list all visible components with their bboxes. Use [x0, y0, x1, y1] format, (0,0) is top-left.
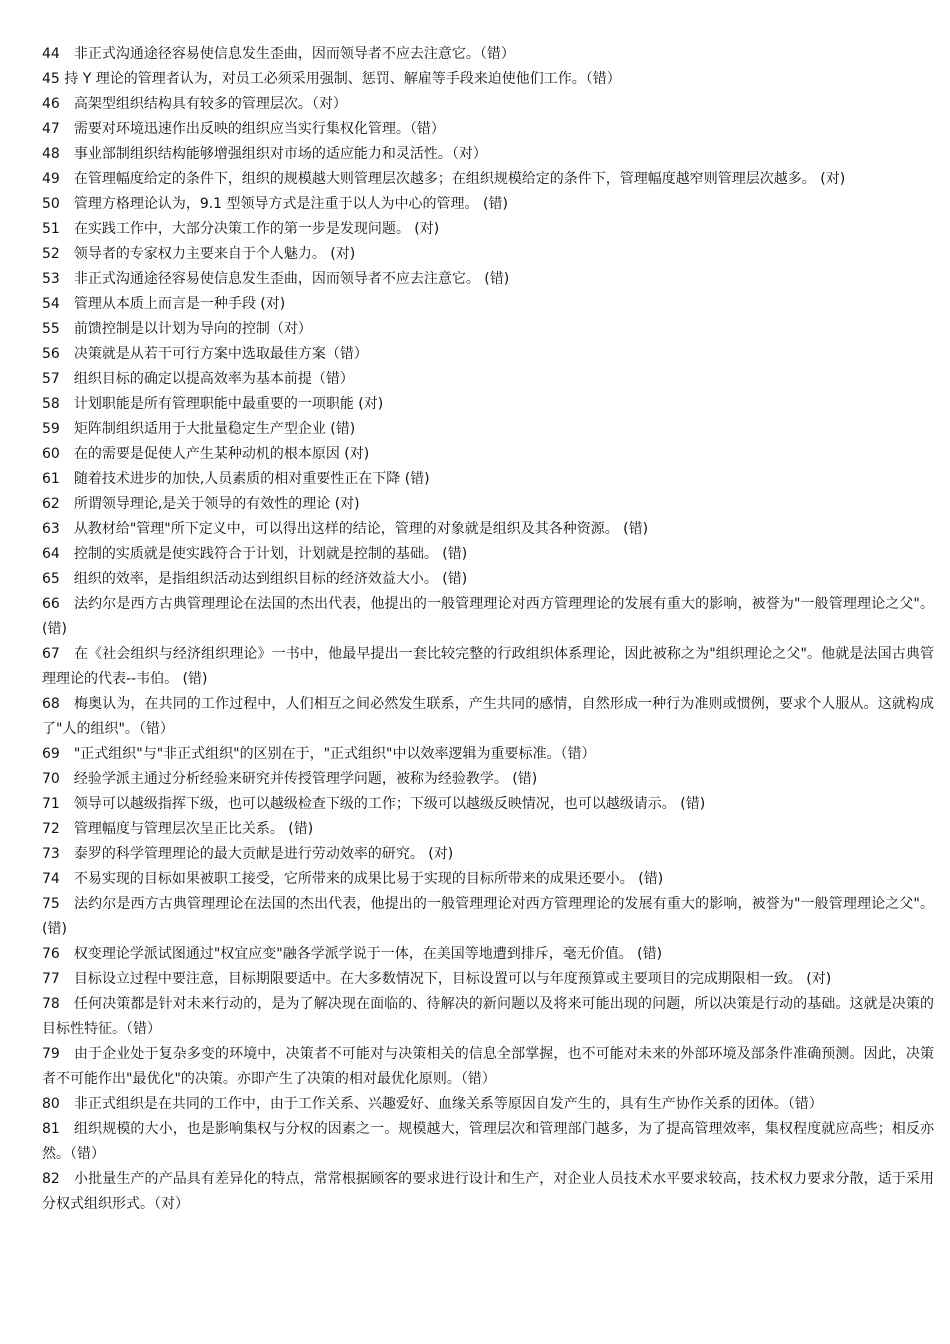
list-item: 67 在《社会组织与经济组织理论》一书中，他最早提出一套比较完整的行政组织体系理论，因此被称之为"组织理论之父"。他就是法国古典管理理论的代表--韦伯。 (错) [42, 646, 934, 687]
list-item: 69 "正式组织"与"非正式组织"的区别在于，"正式组织"中以效率逻辑为重要标准。（错） [42, 746, 596, 762]
list-item: 66 法约尔是西方古典管理理论在法国的杰出代表，他提出的一般管理理论对西方管理理论的发展有重大的影响，被誉为"一般管理理论之父"。 (错) [42, 596, 934, 637]
list-item: 68 梅奥认为，在共同的工作过程中，人们相互之间必然发生联系，产生共同的感情，自然形成一种行为准则或惯例，要求个人服从。这就构成了"人的组织"。（错） [42, 696, 934, 737]
list-item: 57 组织目标的确定以提高效率为基本前提（错） [42, 371, 354, 387]
list-item: 48 事业部制组织结构能够增强组织对市场的适应能力和灵活性。（对） [42, 146, 487, 162]
document-page [42, 42, 934, 1217]
list-item: 78 任何决策都是针对未来行动的，是为了解决现在面临的、待解决的新问题以及将来可能出现的问题，所以决策是行动的基础。这就是决策的目标性特征。（错） [42, 996, 934, 1037]
list-item: 60 在的需要是促使人产生某种动机的根本原因 (对) [42, 446, 370, 462]
list-item: 49 在管理幅度给定的条件下，组织的规模越大则管理层次越多；在组织规模给定的条件下，管理幅度越窄则管理层次越多。 (对) [42, 171, 846, 187]
list-item: 76 权变理论学派试图通过"权宜应变"融各学派学说于一体，在美国等地遭到排斥，毫无价值。 (错) [42, 946, 663, 962]
list-item: 79 由于企业处于复杂多变的环境中，决策者不可能对与决策相关的信息全部掌握，也不可能对未来的外部环境及部条件准确预测。因此，决策者不可能作出"最优化"的决策。亦即产生了决策的相对最优化原则。（错） [42, 1046, 934, 1087]
list-item: 59 矩阵制组织适用于大批量稳定生产型企业 (错) [42, 421, 356, 437]
list-item: 74 不易实现的目标如果被职工接受，它所带来的成果比易于实现的目标所带来的成果还要小。 (错) [42, 871, 664, 887]
list-item: 50 管理方格理论认为，9.1 型领导方式是注重于以人为中心的管理。 (错) [42, 196, 508, 212]
list-item: 82 小批量生产的产品具有差异化的特点，常常根据顾客的要求进行设计和生产，对企业人员技术水平要求较高，技术权力要求分散，适于采用分权式组织形式。（对） [42, 1171, 934, 1212]
list-item: 52 领导者的专家权力主要来自于个人魅力。 (对) [42, 246, 356, 262]
list-item: 54 管理从本质上而言是一种手段 (对) [42, 296, 286, 312]
list-item: 45 持 Y 理论的管理者认为，对员工必须采用强制、惩罚、解雇等手段来迫使他们工作。（错） [42, 71, 621, 87]
list-item: 81 组织规模的大小，也是影响集权与分权的因素之一。规模越大，管理层次和管理部门越多，为了提高管理效率，集权程度就应高些；相反亦然。（错） [42, 1121, 934, 1162]
list-item: 73 泰罗的科学管理理论的最大贡献是进行劳动效率的研究。 (对) [42, 846, 454, 862]
list-item: 55 前馈控制是以计划为导向的控制（对） [42, 321, 312, 337]
list-item: 65 组织的效率，是指组织活动达到组织目标的经济效益大小。 (错) [42, 571, 468, 587]
list-item: 53 非正式沟通途径容易使信息发生歪曲，因而领导者不应去注意它。 (错) [42, 271, 510, 287]
list-item: 72 管理幅度与管理层次呈正比关系。 (错) [42, 821, 314, 837]
list-item: 70 经验学派主通过分析经验来研究并传授管理学问题，被称为经验教学。 (错) [42, 771, 538, 787]
list-item: 51 在实践工作中，大部分决策工作的第一步是发现问题。 (对) [42, 221, 440, 237]
list-item: 58 计划职能是所有管理职能中最重要的一项职能 (对) [42, 396, 384, 412]
list-item: 46 高架型组织结构具有较多的管理层次。（对） [42, 96, 347, 112]
list-item: 63 从教材给"管理"所下定义中，可以得出这样的结论，管理的对象就是组织及其各种资源。 (错) [42, 521, 649, 537]
list-item: 80 非正式组织是在共同的工作中，由于工作关系、兴趣爱好、血缘关系等原因自发产生的，具有生产协作关系的团体。（错） [42, 1096, 823, 1112]
list-item: 71 领导可以越级指挥下级，也可以越级检查下级的工作；下级可以越级反映情况，也可以越级请示。 (错) [42, 796, 706, 812]
list-item: 56 决策就是从若干可行方案中选取最佳方案（错） [42, 346, 368, 362]
list-item: 62 所谓领导理论,是关于领导的有效性的理论 (对) [42, 496, 360, 512]
list-item: 47 需要对环境迅速作出反映的组织应当实行集权化管理。（错） [42, 121, 445, 137]
list-item: 77 目标设立过程中要注意，目标期限要适中。在大多数情况下，目标设置可以与年度预算或主要项目的完成期限相一致。 (对) [42, 971, 832, 987]
list-item: 44 非正式沟通途径容易使信息发生歪曲，因而领导者不应去注意它。（错） [42, 46, 515, 62]
list-item: 64 控制的实质就是使实践符合于计划，计划就是控制的基础。 (错) [42, 546, 468, 562]
list-item: 75 法约尔是西方古典管理理论在法国的杰出代表，他提出的一般管理理论对西方管理理论的发展有重大的影响，被誉为"一般管理理论之父"。 (错) [42, 896, 934, 937]
list-item: 61 随着技术进步的加快,人员素质的相对重要性正在下降 (错) [42, 471, 430, 487]
